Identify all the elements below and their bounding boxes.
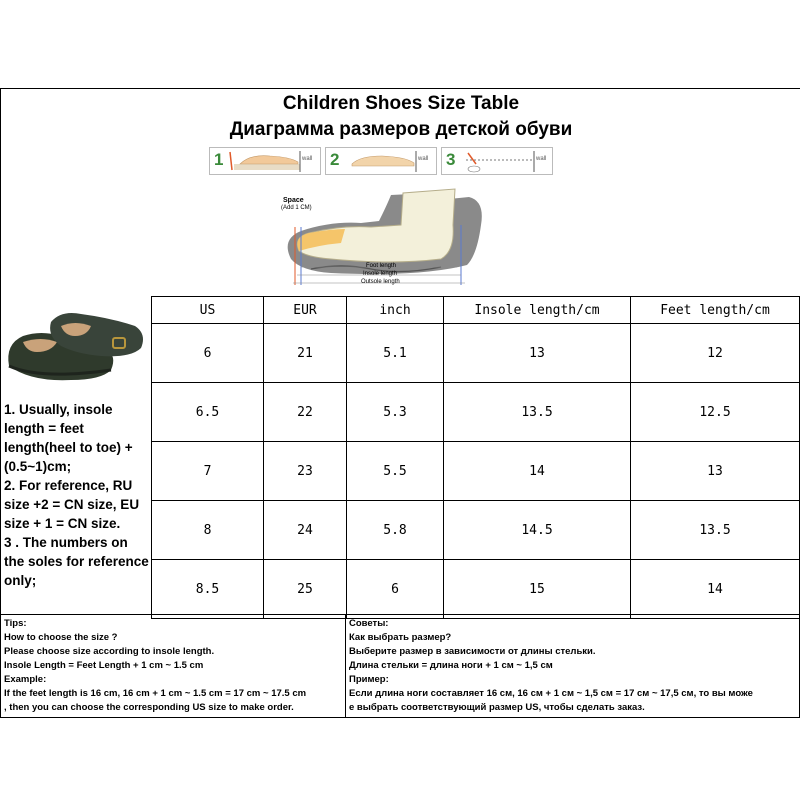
tips-russian <box>345 614 800 718</box>
space-label: Space <box>283 197 304 204</box>
header-us: US <box>152 297 264 324</box>
size-table <box>151 296 800 619</box>
table-header-row <box>152 297 800 324</box>
measurement-steps <box>209 147 555 177</box>
space-note: (Add 1 CM) <box>281 205 312 211</box>
title-english: Children Shoes Size Table <box>282 93 520 114</box>
table-row <box>152 560 800 619</box>
table-row <box>152 442 800 501</box>
cell-feet: 13.5 <box>631 501 800 560</box>
cell-inch: 5.5 <box>347 442 444 501</box>
tips-line: Как выбрать размер? <box>349 632 452 643</box>
cell-us: 6.5 <box>152 383 264 442</box>
tips-line: Если длина ноги составляет 16 см, 16 см + 1 см ~ 1,5 см = 17 см ~ 17,5 см, то вы може <box>349 688 753 699</box>
cell-feet: 14 <box>631 560 800 619</box>
cell-us: 8.5 <box>152 560 264 619</box>
note-3: 3 . The numbers on the soles for reference only; <box>4 535 149 588</box>
header-feet-length: Feet length/cm <box>631 297 800 324</box>
cell-us: 8 <box>152 501 264 560</box>
tips-line: If the feet length is 16 cm, 16 cm + 1 cm ~ 1.5 cm = 17 cm ~ 17.5 cm <box>4 688 307 699</box>
table-row <box>152 383 800 442</box>
note-1: 1. Usually, insole length = feet length(heel to toe) + (0.5~1)cm; <box>4 402 133 474</box>
tips-title: Советы: <box>349 618 389 629</box>
cell-eur: 25 <box>264 560 347 619</box>
cell-eur: 24 <box>264 501 347 560</box>
left-column <box>0 296 152 614</box>
cell-eur: 21 <box>264 324 347 383</box>
header-insole-length: Insole length/cm <box>444 297 631 324</box>
tips-line: Пример: <box>349 674 389 685</box>
cell-eur: 23 <box>264 442 347 501</box>
wall-label: wall <box>302 156 313 162</box>
tips-english <box>0 614 346 718</box>
cell-feet: 13 <box>631 442 800 501</box>
note-2: 2. For reference, RU size +2 = CN size, EU size + 1 = CN size. <box>4 478 140 531</box>
tips-line: Длина стельки = длина ноги + 1 см ~ 1,5 см <box>349 660 553 671</box>
header-eur: EUR <box>264 297 347 324</box>
tips-line: Please choose size according to insole length. <box>4 646 215 657</box>
title-russian: Диаграмма размеров детской обуви <box>229 119 573 140</box>
tips-title: Tips: <box>4 618 27 629</box>
step-2 <box>325 147 437 175</box>
header-section <box>0 88 800 296</box>
header-inch: inch <box>347 297 444 324</box>
size-notes <box>4 400 150 590</box>
step-number: 2 <box>330 150 340 169</box>
cell-inch: 6 <box>347 560 444 619</box>
cell-us: 7 <box>152 442 264 501</box>
wall-label: wall <box>418 156 429 162</box>
table-row <box>152 501 800 560</box>
tips-line: е выбрать соответствующий размер US, чтобы сделать заказ. <box>349 702 645 713</box>
cell-insole: 13 <box>444 324 631 383</box>
cell-feet: 12.5 <box>631 383 800 442</box>
cell-insole: 13.5 <box>444 383 631 442</box>
step-1 <box>209 147 321 175</box>
cell-us: 6 <box>152 324 264 383</box>
outsole-length-label: Outsole length <box>361 279 400 285</box>
cell-eur: 22 <box>264 383 347 442</box>
tips-line: Insole Length = Feet Length + 1 cm ~ 1.5 cm <box>4 660 204 671</box>
wall-label: wall <box>536 156 547 162</box>
cell-inch: 5.8 <box>347 501 444 560</box>
tips-line: How to choose the size ? <box>4 632 118 643</box>
foot-length-label: Foot length <box>366 263 397 269</box>
cell-feet: 12 <box>631 324 800 383</box>
cell-inch: 5.1 <box>347 324 444 383</box>
step-number: 1 <box>214 150 224 169</box>
insole-length-label: Insole length <box>363 271 398 277</box>
cell-insole: 14.5 <box>444 501 631 560</box>
tips-line: Выберите размер в зависимости от длины стельки. <box>349 646 596 657</box>
step-3 <box>441 147 553 175</box>
cell-insole: 14 <box>444 442 631 501</box>
tips-line: , then you can choose the corresponding US size to make order. <box>4 702 294 713</box>
shoe-product-photo <box>1 296 153 396</box>
step-number: 3 <box>446 150 456 169</box>
table-row <box>152 324 800 383</box>
cell-inch: 5.3 <box>347 383 444 442</box>
foot-in-shoe-diagram <box>271 185 501 295</box>
cell-insole: 15 <box>444 560 631 619</box>
tips-line: Example: <box>4 674 47 685</box>
